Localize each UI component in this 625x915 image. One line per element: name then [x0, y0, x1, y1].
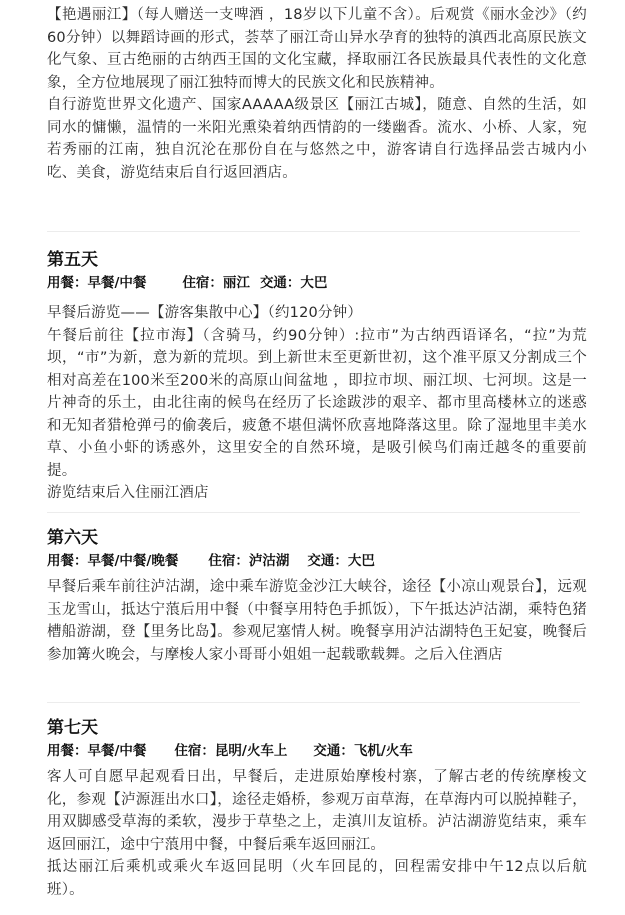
day-section-7	[47, 716, 587, 901]
transport-info: 交通：飞机/火车	[313, 743, 413, 759]
day-paragraph-1: 早餐后乘车前往泸沽湖，途中乘车游览金沙江大峡谷，途径【小凉山观景台】，远观玉龙雪山，抵达宁蒗后用中餐（中餐享用特色手抓饭），下午抵达泸沽湖，乘特色猪槽船游湖，登【里务比岛】。参观尼塞情人树。晚餐享用泸沽湖特色王妃宴，晚餐后参加篝火晚会，与摩梭人家小哥哥小姐姐一起载歌载舞。之后入住酒店	[47, 579, 587, 663]
stay-info: 住宿：泸沽湖	[208, 553, 290, 569]
stay-info: 住宿：昆明/火车上	[174, 743, 288, 759]
day-section-5	[47, 248, 587, 505]
meal-info: 用餐：早餐/中餐	[47, 743, 147, 759]
intro-section	[47, 4, 587, 184]
day-section-6	[47, 526, 587, 666]
day-paragraph-2: 午餐后前往【拉市海】（含骑马，约90分钟）:拉市”为古纳西语译名，“拉”为荒坝，“市”为新，意为新的荒坝。到上新世末至更新世初，这个准平原又分割成三个相对高差在100米至200米的高原山间盆地 ，即拉市坝、丽江坝、七河坝。这是一片神奇的乐土，由北往南的候鸟在经历了长途跋涉的艰辛、都市里高楼林立的迷惑和无知者猎枪弹弓的偷袭后，疲惫不堪但满怀欣喜地降落这里。除了湿地里丰美水草、小鱼小虾的诱惑外，这里安全的自然环境，是吸引候鸟们南迁越冬的重要前提。	[47, 327, 587, 479]
day-meta	[47, 272, 587, 294]
divider	[47, 512, 580, 513]
day-paragraph-1: 客人可自愿早起观看日出，早餐后，走进原始摩梭村寨，了解古老的传统摩梭文化，参观【泸源涯出水口】，途径走婚桥，参观万亩草海，在草海内可以脱掉鞋子，用双脚感受草海的柔软，漫步于草垫之上，走滇川友谊桥。泸沽湖游览结束，乘车返回丽江，途中宁蒗用中餐，中餐后乘车返回丽江。	[47, 769, 587, 853]
day-paragraph-2: 抵达丽江后乘机或乘火车返回昆明（火车回昆的，回程需安排中午12点以后航班）。	[47, 859, 587, 898]
day-meta	[47, 550, 587, 572]
meal-info: 用餐：早餐/中餐	[47, 275, 147, 291]
day-meta	[47, 740, 587, 762]
transport-info: 交通：大巴	[259, 275, 328, 291]
day-title: 第五天	[47, 250, 98, 270]
day-title: 第六天	[47, 528, 98, 548]
day-paragraph-1: 早餐后游览——【游客集散中心】（约120分钟）	[47, 305, 363, 321]
divider	[47, 702, 580, 703]
divider	[47, 231, 580, 232]
day-title: 第七天	[47, 718, 98, 738]
day-paragraph-3: 游览结束后入住丽江酒店	[47, 485, 209, 501]
transport-info: 交通：大巴	[307, 553, 375, 569]
intro-paragraph-2: 自行游览世界文化遗产、国家AAAAA级景区【丽江古城】，随意、自然的生活，如同水的慵懒，温情的一米阳光熏染着纳西情韵的一缕幽香。流水、小桥、人家，宛若秀丽的江南，独自沉沦在那份自在与悠然之中，游客请自行选择品尝古城内小吃、美食，游览结束后自行返回酒店。	[47, 97, 587, 181]
meal-info: 用餐：早餐/中餐/晚餐	[47, 553, 179, 569]
intro-paragraph-1: 【艳遇丽江】（每人赠送一支啤酒 ，18岁以下儿童不含）。后观赏《丽水金沙》（约60分钟）以舞蹈诗画的形式，荟萃了丽江奇山异水孕育的独特的滇西北高原民族文化气象、亘古绝丽的古纳西王国的文化宝藏，择取丽江各民族最具代表性的文化意象，全方位地展现了丽江独特而博大的民族文化和民族精神。	[47, 7, 587, 91]
stay-info: 住宿：丽江	[182, 275, 250, 291]
